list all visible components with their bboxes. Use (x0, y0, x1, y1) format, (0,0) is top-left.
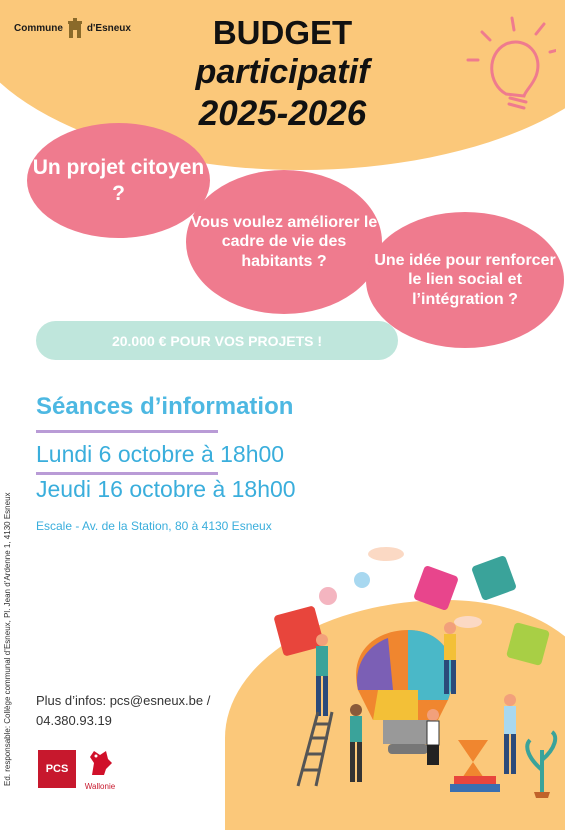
divider (36, 472, 218, 475)
title-line-2: participatif (195, 53, 370, 91)
title-line-3: 2025-2026 (198, 94, 367, 133)
title-line-1: BUDGET (212, 14, 353, 51)
puzzle-illustration (258, 540, 563, 798)
contact-phone: 04.380.93.19 (36, 712, 112, 728)
light-bulb-icon (466, 14, 556, 114)
wallonie-rooster-icon (84, 747, 116, 777)
bubble-social-link: Une idée pour renforcer le lien social et l’intégration ? (366, 212, 564, 348)
editor-notice: Ed. responsable: Collège communal d’Esneux, Pl. Jean d’Ardenne 1, 4130 Esneux (3, 492, 12, 786)
wallonie-label: Wallonie (84, 782, 116, 791)
divider (36, 430, 218, 433)
info-sessions-heading: Séances d’information (36, 393, 294, 420)
commune-label: Commune (14, 22, 63, 34)
pcs-logo: PCS (38, 750, 76, 788)
bubble-citizen-project: Un projet citoyen ? (27, 123, 210, 238)
bubble-living-environment: Vous voulez améliorer le cadre de vie des habitants ? (186, 170, 382, 314)
session-date-1: Lundi 6 octobre à 18h00 (36, 441, 285, 467)
contact-info (36, 691, 266, 730)
session-date-2: Jeudi 16 octobre à 18h00 (36, 476, 296, 502)
venue-address: Escale - Av. de la Station, 80 à 4130 Esneux (36, 519, 272, 533)
budget-banner: 20.000 € POUR VOS PROJETS ! (36, 321, 398, 360)
contact-email: Plus d’infos: pcs@esneux.be / (36, 693, 211, 708)
wallonie-logo (84, 747, 116, 791)
commune-name: d'Esneux (86, 22, 131, 34)
